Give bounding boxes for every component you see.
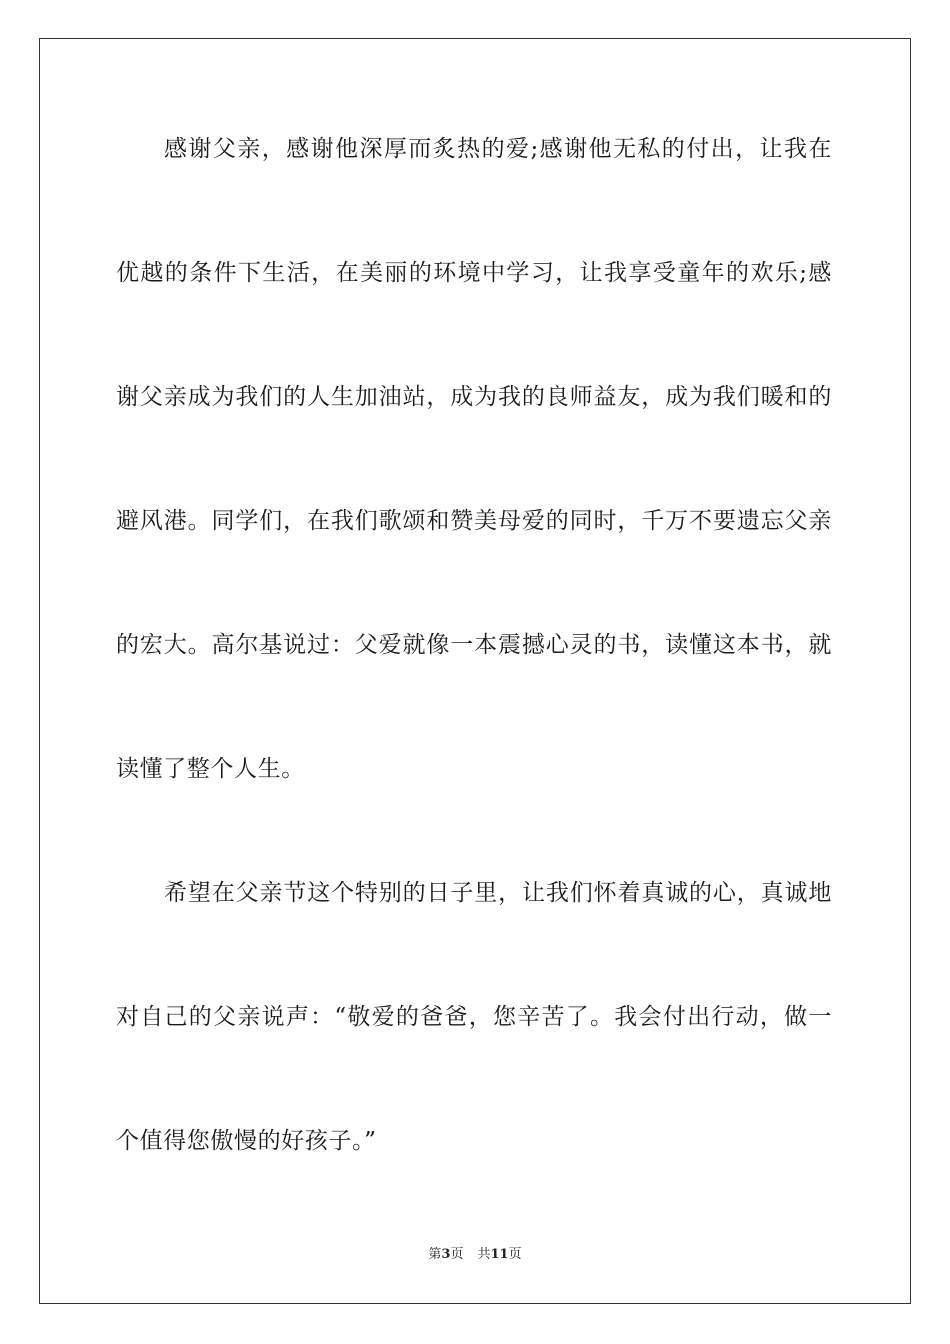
paragraph-1-line-4: 避风港。同学们，在我们歌颂和赞美母爱的同时，千万不要遗忘父亲 xyxy=(116,508,832,534)
total-prefix: 共 xyxy=(477,1247,491,1262)
paragraph-1-line-2: 优越的条件下生活，在美丽的环境中学习，让我享受童年的欢乐;感 xyxy=(116,260,832,286)
current-page-number: 3 xyxy=(441,1247,451,1262)
paragraph-2-line-2: 对自己的父亲说声：“敬爱的爸爸，您辛苦了。我会付出行动，做一 xyxy=(116,1004,832,1030)
paragraph-1-line-5: 的宏大。高尔基说过：父爱就像一本震撼心灵的书，读懂这本书，就 xyxy=(116,632,832,658)
total-page-number: 11 xyxy=(490,1247,509,1262)
page-border xyxy=(39,38,911,1304)
paragraph-2-line-1: 希望在父亲节这个特别的日子里，让我们怀着真诚的心，真诚地 xyxy=(164,880,832,906)
paragraph-1-line-1: 感谢父亲，感谢他深厚而炙热的爱;感谢他无私的付出，让我在 xyxy=(164,136,832,162)
paragraph-2-line-3: 个值得您傲慢的好孩子。” xyxy=(116,1128,377,1154)
paragraph-1-line-3: 谢父亲成为我们的人生加油站，成为我的良师益友，成为我们暖和的 xyxy=(116,384,832,410)
page-prefix: 第 xyxy=(428,1247,442,1262)
paragraph-1-line-6: 读懂了整个人生。 xyxy=(116,756,305,782)
page-footer xyxy=(0,1246,950,1264)
page-suffix: 页 xyxy=(450,1247,464,1262)
total-suffix: 页 xyxy=(508,1247,522,1262)
